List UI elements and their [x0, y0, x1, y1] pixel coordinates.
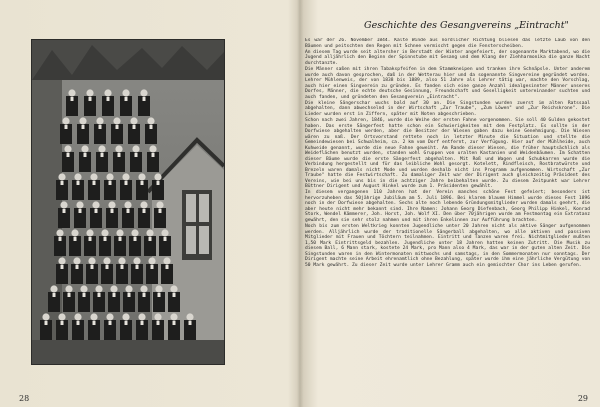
person-face — [86, 229, 93, 236]
person-face — [92, 201, 99, 208]
person-collar — [65, 125, 68, 129]
person-collar — [109, 181, 112, 185]
person-face — [125, 285, 132, 292]
paragraph: Es war der 26. November 1844. Kalte Winde aus nördlicher Richtung bliesen das letzte Laub von den Bäumen und peitschten den Regen mit Schnee vermischt gegen die Fensterscheiben. — [305, 38, 590, 49]
person-face — [58, 313, 65, 320]
person-collar — [116, 125, 119, 129]
person-face — [170, 285, 177, 292]
person-face — [146, 229, 153, 236]
person-collar — [149, 237, 152, 241]
person-face — [155, 285, 162, 292]
person-face — [65, 285, 72, 292]
person-face — [163, 257, 170, 264]
person-collar — [45, 321, 48, 325]
person-collar — [61, 321, 64, 325]
person-collar — [89, 97, 92, 101]
page-number-left: 28 — [19, 394, 30, 403]
person-collar — [134, 237, 137, 241]
person-collar — [125, 321, 128, 325]
person-collar — [152, 153, 155, 157]
person-face — [122, 89, 129, 96]
person-face — [80, 285, 87, 292]
body-text — [305, 38, 590, 368]
person-collar — [67, 153, 70, 157]
right-page — [300, 0, 600, 407]
person-face — [161, 229, 168, 236]
person-face — [86, 89, 93, 96]
person-collar — [59, 237, 62, 241]
person-face — [170, 313, 177, 320]
person-collar — [133, 125, 136, 129]
person-face — [88, 257, 95, 264]
person-collar — [125, 97, 128, 101]
person-collar — [77, 321, 80, 325]
person-face — [76, 201, 83, 208]
person-face — [122, 173, 129, 180]
person-collar — [121, 265, 124, 269]
person-face — [98, 145, 105, 152]
person-collar — [61, 265, 64, 269]
choir-photo-image — [32, 40, 224, 364]
person-face — [101, 229, 108, 236]
person-collar — [98, 293, 101, 297]
person-face — [122, 313, 129, 320]
person-collar — [99, 125, 102, 129]
person-collar — [79, 209, 82, 213]
person-collar — [127, 209, 130, 213]
chapter-title: Geschichte des Gesangvereins „Eintracht" — [364, 20, 569, 31]
person-collar — [74, 237, 77, 241]
person-collar — [93, 181, 96, 185]
person-face — [90, 173, 97, 180]
person-face — [131, 229, 138, 236]
person-collar — [109, 321, 112, 325]
person-face — [138, 173, 145, 180]
person-face — [110, 285, 117, 292]
person-collar — [76, 265, 79, 269]
person-face — [106, 173, 113, 180]
person-face — [115, 145, 122, 152]
person-collar — [113, 293, 116, 297]
person-face — [154, 313, 161, 320]
person-collar — [119, 237, 122, 241]
person-face — [58, 257, 65, 264]
person-face — [81, 145, 88, 152]
person-collar — [89, 237, 92, 241]
person-face — [108, 201, 115, 208]
person-collar — [91, 265, 94, 269]
person-face — [133, 257, 140, 264]
paragraph: Noch bis zum ersten Weltkrieg konnten Jugendliche unter 20 Jahren nicht als aktive Sänger aufgenommen werden. Alljährlich wurde der traditionelle Sängerball abgehalten, wo alle aktiven und passiven Mitglieder mit Frauen und Töchtern teilnahmen. Eintritt und Tanzen waren frei. Nichtmitglieder mußten 1,50 Mark Eintrittsgeld bezahlen. Jugendliche unter 18 Jahren hatten keinen Zutritt. Die Musik zu diesem Ball, 6 Mann stark, kostete 24 Mark, pro Mann also 4 Mark, das war in der guten alten Zeit. Die Singstunden waren in den Wintermonaten mittwochs und samstags, in den Sommermonaten nur sonntags. Der Dirigent machte seine Arbeit ehrenamtlich ohne Bezahlung, später wurde ihm eine jährliche Vergütung von 50 Mark gewährt. Zu dieser Zeit wurde unter Lehrer Gramm auch ein gemischter Chor ins Leben gerufen. — [305, 224, 590, 268]
person-collar — [82, 125, 85, 129]
person-face — [130, 117, 137, 124]
person-face — [68, 89, 75, 96]
person-face — [148, 257, 155, 264]
person-collar — [68, 293, 71, 297]
person-collar — [63, 209, 66, 213]
person-collar — [159, 209, 162, 213]
person-face — [106, 313, 113, 320]
person-face — [95, 285, 102, 292]
person-face — [56, 229, 63, 236]
paragraph: Die Männer saßen mit ihren Tabakspfeifen in dem Stammkneipen und tranken ihre Schnäpsle. Unter anderem wurde auch davon gesprochen, daß in der Wetterau hier und da sogenannte Singvereine gegründet worden. Lehrer Mühlenweis, der von 1838 bis 1889, also 51 Jahre als Lehrer tätig war, machte den Vorschlag, auch hier einen Singverein zu gründen. Es fanden sich eine ganze Anzahl idealgesinnter Männer unseres Dorfes, Männer, die echte deutsche Gesinnung, Freundschaft und Geselligkeit untereinander suchten und auch fanden, und gründeten den Gesangverein „Eintracht". — [305, 67, 590, 100]
person-face — [79, 117, 86, 124]
person-face — [74, 173, 81, 180]
person-collar — [107, 97, 110, 101]
person-face — [58, 173, 65, 180]
person-collar — [118, 153, 121, 157]
person-face — [140, 89, 147, 96]
person-collar — [53, 293, 56, 297]
person-collar — [143, 209, 146, 213]
person-collar — [173, 321, 176, 325]
person-face — [132, 145, 139, 152]
person-face — [147, 117, 154, 124]
person-face — [103, 257, 110, 264]
person-collar — [61, 181, 64, 185]
person-face — [138, 313, 145, 320]
person-face — [118, 257, 125, 264]
person-collar — [93, 321, 96, 325]
person-collar — [136, 265, 139, 269]
person-collar — [84, 153, 87, 157]
paragraph: An diesem Tag wurde seit altersher in Berstadt der Winter angefeiert, der sogenannte Marktabend, wo die Jugend alljährlich den Beginn der Spinnstube mit Gesang und dem Klang der Ziehharmonika die ganze Nacht durchtanzte. — [305, 49, 590, 66]
paragraph: Die kleine Sängerschar wuchs bald auf 30 an. Die Singstunden wurden zuerst im alten Ratssaal abgehalten, dann abwechselnd in der Wirtschaft „Zur Traube", „Zum Löwen" und „Zur Reichskrone". Die Lieder wurden erst in Ziffern, später mit Noten abgeschrieben. — [305, 100, 590, 117]
person-collar — [143, 97, 146, 101]
person-face — [156, 201, 163, 208]
person-collar — [143, 293, 146, 297]
person-collar — [141, 321, 144, 325]
person-collar — [125, 181, 128, 185]
person-collar — [157, 321, 160, 325]
person-collar — [71, 97, 74, 101]
person-face — [149, 145, 156, 152]
person-face — [124, 201, 131, 208]
person-collar — [111, 209, 114, 213]
person-collar — [173, 293, 176, 297]
person-face — [104, 89, 111, 96]
person-collar — [164, 237, 167, 241]
person-collar — [158, 293, 161, 297]
person-face — [154, 173, 161, 180]
person-collar — [166, 265, 169, 269]
person-face — [74, 313, 81, 320]
group-photograph — [31, 39, 225, 365]
person-collar — [83, 293, 86, 297]
person-face — [96, 117, 103, 124]
person-face — [73, 257, 80, 264]
person-collar — [189, 321, 192, 325]
person-face — [113, 117, 120, 124]
person-collar — [157, 181, 160, 185]
paragraph: In diesem vergangenen 110 Jahren hat der Verein manches schöne Fest gefeiert; besonders ist hervorzuheben das 50jährige Jubiläum am 5. Juli 1896. Bei klarem blauem Himmel wurde dieses Fest 1896 noch in der Dorfwiese abgehalten. Sechs alte noch lebende Gründungsmitglieder wurden damals geehrt, die aber heute nicht mehr bekannt sind. Ihre Namen: Johann Georg Diefenbach, Georg Philipp Hinkel, Konrad Stork, Wendel Kämmerer, Joh. Horst, Joh. Wolf XI. Den über 70jährigen wurde am Festmontag ein Extratanz gewährt, den sie sehr stolz nahmen und mit ihren Enkelinnen zur Aufführung brachten. — [305, 190, 590, 223]
person-face — [186, 313, 193, 320]
paragraph: Schon nach zwei Jahren, 1846, wurde die Weihe der ersten Fahne vorgenommen. Sie soll 40 Gulden gekostet haben. Das erste Sängerfest hatte schon ein Schwierigkeiten mit dem Festplatz. Es sollte in der Dorfwiese abgehalten werden, aber die Besitzer der Wiesen gaben dazu keine Genehmigung. Die Wiesen wären zu naß. Der Ortsvorstand rettete noch in letzter Minute die Situation und stellte die Gemeindewiesen bei Schwalheim, ca. 2 km vom Dorf entfernt, zur Verfügung. Hier auf der Mühlheide, auch Kuhweide genannt, wurde die neue Fahne geweiht. Am Rande dieser Wiesen, die früher hauptsächlich als Weideflächen benutzt wurden, standen wohl Gruppen von uralten Kastanien und Weidenbäumen. Im Schatten dieser Bäume wurde die erste Sängerfest abgehalten. Mit Roß und Wagen und Schubkarren wurde die Verbindung hergestellt und für das leibliche Wohl gesorgt. Kotelett, Rindfleisch, Rostbratwürste und Brezeln waren damals nicht Mode und wurden deshalb nicht ins Programm aufgenommen. Wirtschaft „Zur Traube" hatte die Festwirtschaft. Zu damaliger Zeit war der Dirigent auch gleichzeitig Präsident des Vereins, wie bei uns bis in die achtziger Jahre beibehalten wurde. Zu diesem Zeitpunkt war Lehrer Büttner Dirigent und August Hinkel wurde zum 1. Präsidenten gewählt. — [305, 118, 590, 190]
person-face — [50, 285, 57, 292]
person-collar — [104, 237, 107, 241]
person-collar — [135, 153, 138, 157]
person-face — [90, 313, 97, 320]
person-collar — [151, 265, 154, 269]
person-face — [42, 313, 49, 320]
person-face — [60, 201, 67, 208]
person-face — [116, 229, 123, 236]
person-face — [64, 145, 71, 152]
person-collar — [128, 293, 131, 297]
person-collar — [77, 181, 80, 185]
person-face — [62, 117, 69, 124]
person-collar — [95, 209, 98, 213]
person-collar — [106, 265, 109, 269]
person-collar — [141, 181, 144, 185]
person-collar — [150, 125, 153, 129]
person-face — [71, 229, 78, 236]
page-number-right: 29 — [577, 394, 588, 403]
person-face — [140, 201, 147, 208]
person-collar — [101, 153, 104, 157]
person-face — [140, 285, 147, 292]
